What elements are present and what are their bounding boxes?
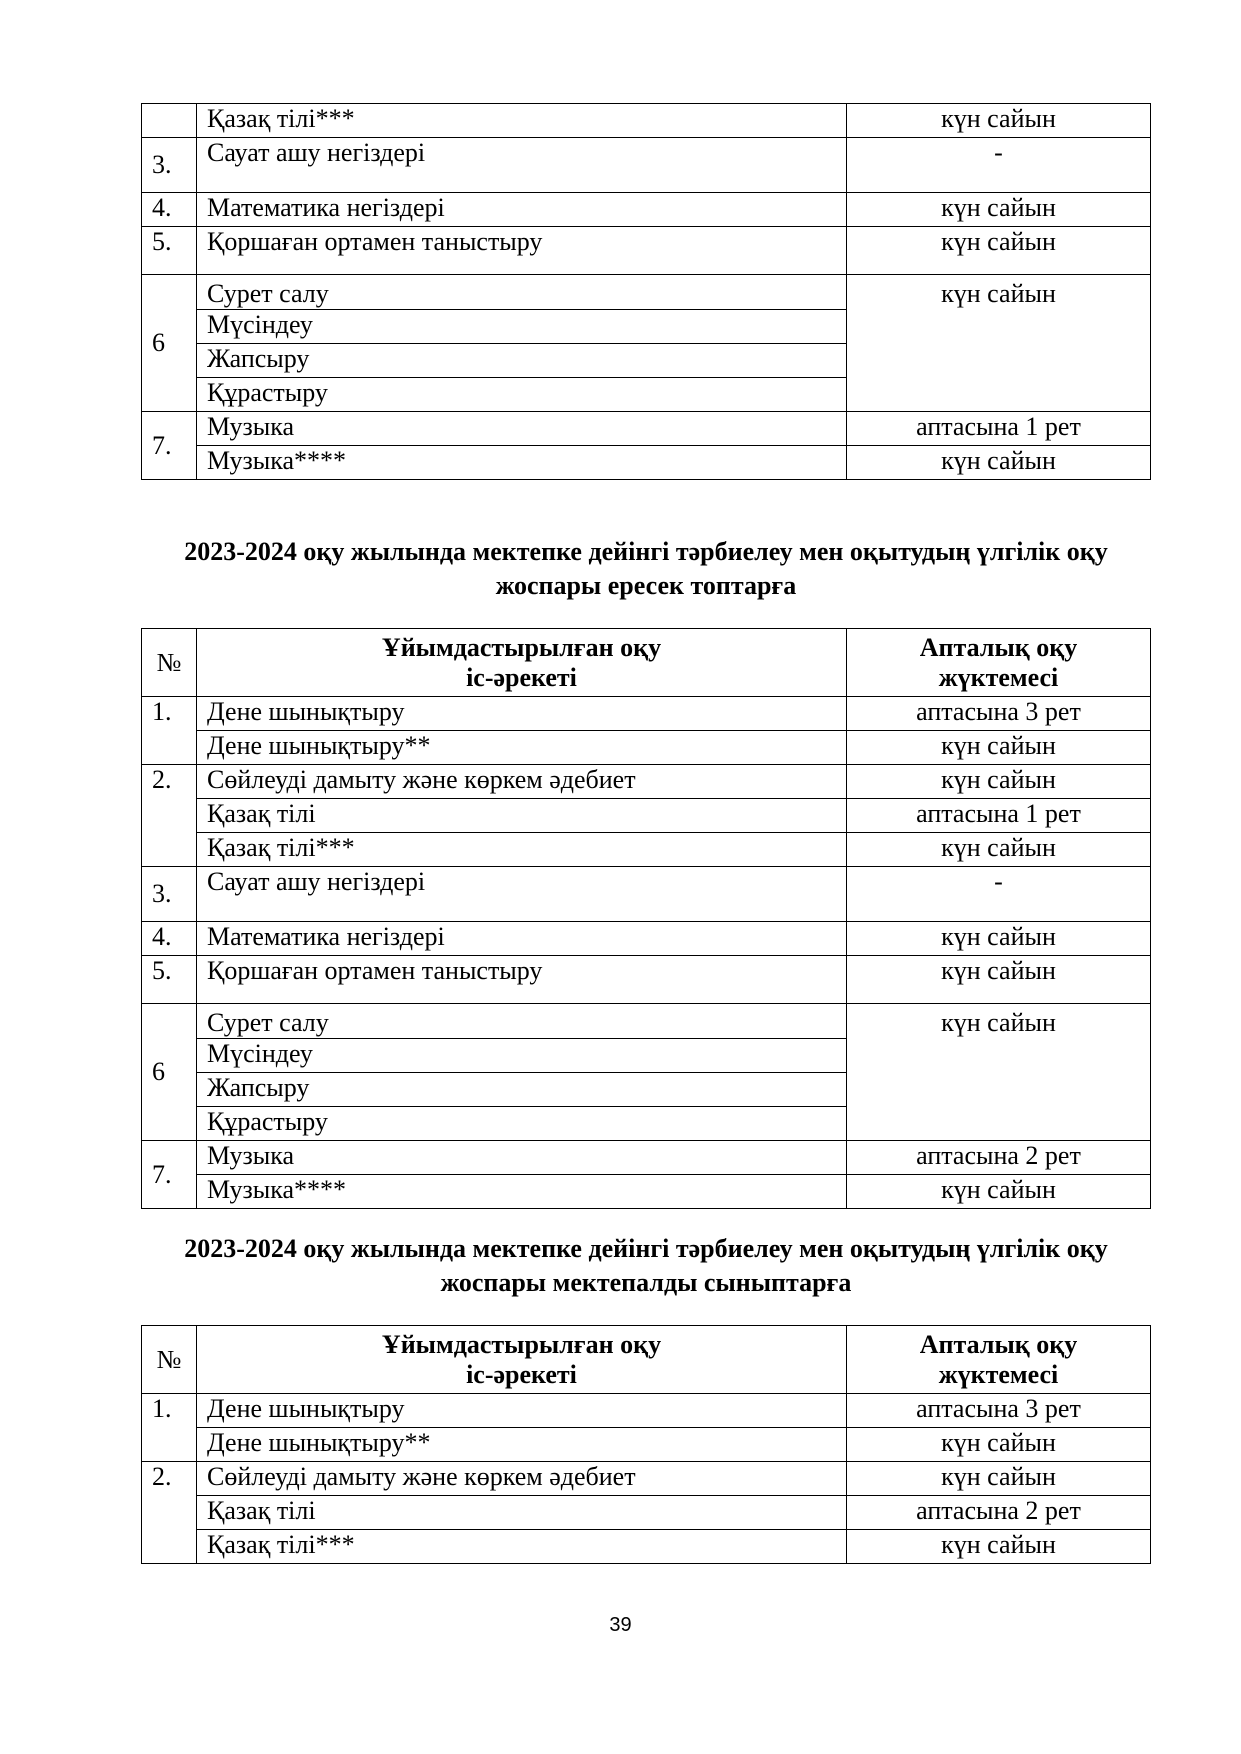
activity-cell: Қазақ тілі*** (197, 833, 847, 867)
row-number: 4. (142, 922, 197, 956)
section-heading (120, 535, 1172, 603)
activity-cell: Мүсіндеу (197, 1039, 847, 1073)
row-number: 2. (142, 1462, 197, 1564)
header-num: № (142, 629, 197, 697)
header-activity (197, 629, 847, 697)
header-text: Ұйымдастырылған оқу (381, 632, 662, 662)
row-number: 1. (142, 1394, 197, 1462)
activity-cell: Музыка**** (197, 1175, 847, 1209)
table-header-row (142, 1326, 1151, 1394)
table-preschool-classes (141, 1325, 1151, 1564)
load-cell: күн сайын (847, 1004, 1151, 1141)
load-cell: күн сайын (847, 765, 1151, 799)
row-number: 5. (142, 227, 197, 275)
activity-cell: Дене шынықтыру** (197, 1428, 847, 1462)
table-row (142, 799, 1151, 833)
load-cell: күн сайын (847, 1462, 1151, 1496)
row-number: 4. (142, 193, 197, 227)
activity-cell: Қазақ тілі*** (197, 104, 847, 138)
table-row (142, 1394, 1151, 1428)
heading-line: жоспары ересек топтарға (495, 571, 797, 600)
header-num: № (142, 1326, 197, 1394)
load-cell: күн сайын (847, 731, 1151, 765)
activity-cell: Дене шынықтыру** (197, 731, 847, 765)
header-text: Апталық оқу (919, 632, 1078, 662)
load-cell: - (847, 867, 1151, 922)
heading-line: 2023-2024 оқу жылында мектепке дейінгі тәрбиелеу мен оқытудың үлгілік оқу (184, 1234, 1108, 1263)
activity-cell: Қазақ тілі (197, 799, 847, 833)
header-load (847, 1326, 1151, 1394)
load-cell: күн сайын (847, 1428, 1151, 1462)
page-number: 39 (609, 1614, 632, 1636)
activity-cell: Сурет салу (197, 275, 847, 310)
table-row (142, 956, 1151, 1004)
activity-cell: Құрастыру (197, 1107, 847, 1141)
table-row (142, 765, 1151, 799)
table-row (142, 138, 1151, 193)
activity-cell: Жапсыру (197, 1073, 847, 1107)
row-number: 2. (142, 765, 197, 867)
table-row (142, 1141, 1151, 1175)
table-row (142, 1496, 1151, 1530)
table-top (141, 103, 1151, 480)
table-row (142, 922, 1151, 956)
header-text: жүктемесі (938, 1359, 1059, 1389)
table-row (142, 833, 1151, 867)
activity-cell: Дене шынықтыру (197, 1394, 847, 1428)
row-number: 5. (142, 956, 197, 1004)
row-number (142, 104, 197, 138)
table-row (142, 731, 1151, 765)
activity-cell: Музыка**** (197, 446, 847, 480)
table-row (142, 1530, 1151, 1564)
activity-cell: Қоршаған ортамен таныстыру (197, 956, 847, 1004)
load-cell: аптасына 1 рет (847, 412, 1151, 446)
table-row (142, 697, 1151, 731)
activity-cell: Музыка (197, 412, 847, 446)
row-number: 6 (142, 1004, 197, 1141)
row-number: 6 (142, 275, 197, 412)
heading-line: жоспары мектепалды сыныптарға (440, 1268, 852, 1297)
activity-cell: Сөйлеуді дамыту және көркем әдебиет (197, 1462, 847, 1496)
table-senior-groups (141, 628, 1151, 1209)
header-activity (197, 1326, 847, 1394)
activity-cell: Құрастыру (197, 378, 847, 412)
table-row (142, 193, 1151, 227)
activity-cell: Қазақ тілі*** (197, 1530, 847, 1564)
table-row (142, 1175, 1151, 1209)
load-cell: аптасына 3 рет (847, 1394, 1151, 1428)
load-cell: күн сайын (847, 275, 1151, 412)
activity-cell: Сауат ашу негіздері (197, 138, 847, 193)
load-cell: күн сайын (847, 1530, 1151, 1564)
load-cell: күн сайын (847, 1175, 1151, 1209)
load-cell: күн сайын (847, 104, 1151, 138)
activity-cell: Математика негіздері (197, 193, 847, 227)
load-cell: күн сайын (847, 446, 1151, 480)
load-cell: аптасына 2 рет (847, 1141, 1151, 1175)
table-row (142, 867, 1151, 922)
activity-cell: Математика негіздері (197, 922, 847, 956)
load-cell: аптасына 3 рет (847, 697, 1151, 731)
header-text: Апталық оқу (919, 1329, 1078, 1359)
activity-cell: Музыка (197, 1141, 847, 1175)
load-cell: күн сайын (847, 922, 1151, 956)
load-cell: күн сайын (847, 227, 1151, 275)
activity-cell: Қазақ тілі (197, 1496, 847, 1530)
activity-cell: Сөйлеуді дамыту және көркем әдебиет (197, 765, 847, 799)
table-row (142, 1004, 1151, 1039)
load-cell: аптасына 1 рет (847, 799, 1151, 833)
row-number: 3. (142, 138, 197, 193)
row-number: 7. (142, 1141, 197, 1209)
table-row (142, 412, 1151, 446)
load-cell: күн сайын (847, 956, 1151, 1004)
table-row (142, 1428, 1151, 1462)
row-number: 1. (142, 697, 197, 765)
table-row (142, 227, 1151, 275)
load-cell: аптасына 2 рет (847, 1496, 1151, 1530)
table-row (142, 275, 1151, 310)
load-cell: күн сайын (847, 193, 1151, 227)
activity-cell: Жапсыру (197, 344, 847, 378)
table-row (142, 1462, 1151, 1496)
section-heading (120, 1232, 1172, 1300)
activity-cell: Сурет салу (197, 1004, 847, 1039)
table-header-row (142, 629, 1151, 697)
table-row (142, 446, 1151, 480)
header-text: іс-әрекеті (466, 662, 577, 692)
row-number: 7. (142, 412, 197, 480)
activity-cell: Сауат ашу негіздері (197, 867, 847, 922)
header-text: Ұйымдастырылған оқу (381, 1329, 662, 1359)
header-load (847, 629, 1151, 697)
activity-cell: Дене шынықтыру (197, 697, 847, 731)
activity-cell: Қоршаған ортамен таныстыру (197, 227, 847, 275)
header-text: жүктемесі (938, 662, 1059, 692)
load-cell: күн сайын (847, 833, 1151, 867)
header-text: іс-әрекеті (466, 1359, 577, 1389)
row-number: 3. (142, 867, 197, 922)
table-row (142, 104, 1151, 138)
heading-line: 2023-2024 оқу жылында мектепке дейінгі тәрбиелеу мен оқытудың үлгілік оқу (184, 537, 1108, 566)
activity-cell: Мүсіндеу (197, 310, 847, 344)
load-cell: - (847, 138, 1151, 193)
